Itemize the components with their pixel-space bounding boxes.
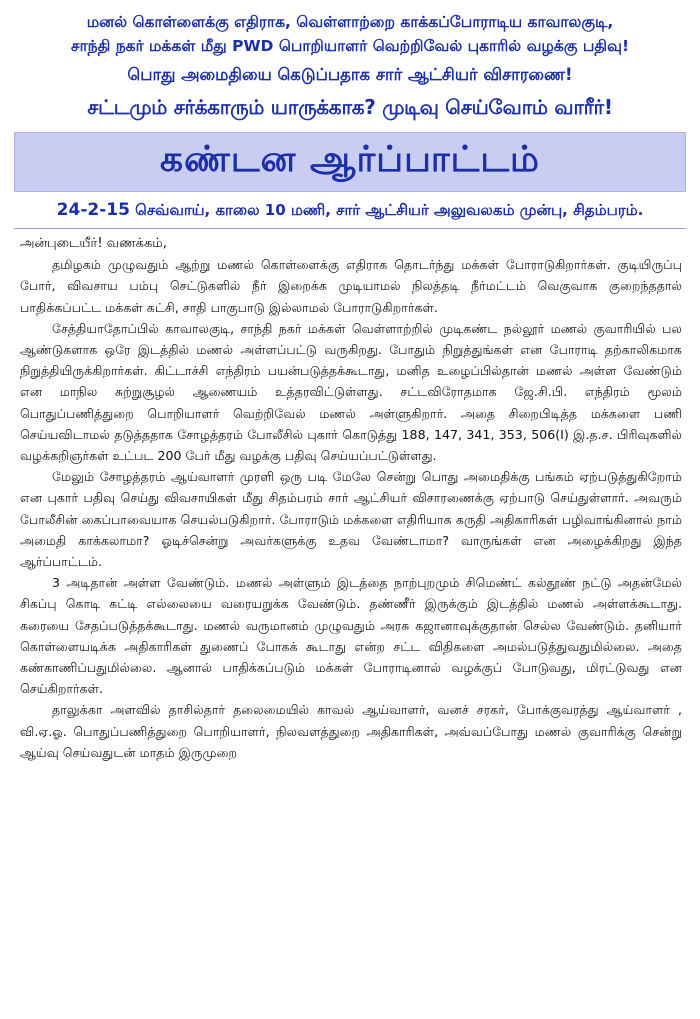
headline-line-1: மனல் கொள்ளைக்கு எதிராக, வெள்ளாற்றை காக்கப்போராடிய காவாலகுடி, — [86, 13, 614, 31]
banner-title: கண்டன ஆர்ப்பாட்டம் — [160, 139, 540, 180]
event-date: 24-2-15 — [56, 200, 130, 220]
event-details — [8, 198, 692, 222]
protest-banner — [14, 132, 686, 192]
headline-slogan: சட்டமும் சர்க்காரும் யாருக்காக? முடிவு செய்வோம் வாரீர்! — [87, 95, 613, 119]
headline-line-3: பொது அமைதியை கெடுப்பதாக சார் ஆட்சியர் விசாரணை! — [127, 65, 573, 84]
paragraph: சேத்தியாதோப்பில் காவாலகுடி, சாந்தி நகர் மக்கள் வெள்ளாற்றில் முடிகண்ட நல்லூர் மணல் குவாரியில் பல ஆண்டுகளாக ஒரே இடத்தில் மணல் அள்ளப்பட்டு வருகிறது. போதும் நிறுத்துங்கள் என போராடி தற்காலிகமாக நிறுத்தியிருக்கிறார்கள். கிட்டாச்சி எந்திரம் பயன்படுத்தக்கூடாது, மனித உழைப்பில்தான் மணல் அள்ள வேண்டும் என மாநில சுற்றுசூழல் ஆணையம் உத்தரவிட்டுள்ளது. சட்டவிரோதமாக ஜே.சி.பி. எந்திரம் மூலம் பொதுப்பணித்துறை பொறியாளர் வெற்றிவேல் மணல் அள்ளுகிறார். அதை சிறைபிடித்த மக்களை பணி செய்யவிடாமல் தடுத்ததாக சோழத்தரம் போலீசில் புகார் கொடுத்து 188, 147, 341, 353, 506(I) இ.த.ச. பிரிவுகளில் வழக்கறிஞர்கள் உட்பட 200 பேர் மீது வழக்கு பதிவு செய்யப்பட்டுள்ளது. — [20, 320, 682, 464]
paragraph: 3 அடிதான் அள்ள வேண்டும். மணல் அள்ளும் இடத்தை நாற்புறமும் சிமெண்ட் கல்தூண் நட்டு அதன்மேல் சிகப்பு கொடி கட்டி எல்லையை வரையறுக்க வேண்டும். தண்ணீர் இருக்கும் இடத்தில் மணல் அள்ளக்கூடாது. கரையை சேதப்படுத்தக்கூடாது. மணல் வருமானம் முழுவதும் அரசு கஜானாவுக்குதான் செல்ல வேண்டும். தனியார் கொள்ளையடிக்க அதிகாரிகள் துணைப் போகக் கூடாது என்ற சட்ட விதிகளை அமல்படுத்துவதுமில்லை. அதை கண்காணிப்பதுமில்லை. ஆனால் பாதிக்கப்படும் மக்கள் போராடினால் வழக்குப் போடுவது, மிரட்டுவது என செய்கிறார்கள். — [20, 575, 682, 697]
event-time-venue: செவ்வாய், காலை 10 மணி, சார் ஆட்சியர் அலுவலகம் முன்பு, — [135, 201, 568, 219]
paragraph: தாலுக்கா அளவில் தாசில்தார் தலைமையில் காவல் ஆய்வாளர், வனச் சரகர், போக்குவரத்து ஆய்வாளர் , வி.ஏ.ஓ. பொதுப்பணித்துறை பொறியாளர், நிலவளத்துறை அதிகாரிகள், அவ்வப்போது மணல் குவாரிக்கு சென்று ஆய்வு செய்வதுடன் மாதம் இருமுறை — [20, 702, 682, 760]
paragraph: தமிழகம் முழுவதும் ஆற்று மணல் கொள்ளைக்கு எதிராக தொடர்ந்து மக்கள் போராடுகிறார்கள். குடியிருப்பு போர், விவசாய பம்பு செட்டுகளில் நீர் இறைக்க முடியாமல் நிலத்தடி நீர்மட்டம் வெகுவாக குறைந்ததால் பாதிக்கப்பட்ட மக்கள் கட்சி, சாதி பாகுபாடு இல்லாமல் போராடுகிறார்கள். — [20, 257, 682, 315]
headline-line-2: சாந்தி நகர் மக்கள் மீது PWD பொறியாளர் வெற்றிவேல் புகாரில் வழக்கு பதிவு! — [70, 37, 630, 55]
flyer-page — [0, 10, 700, 1019]
salutation: அன்புடையீர்! வணக்கம், — [20, 236, 167, 251]
letter-body — [8, 229, 692, 763]
paragraph: மேலும் சோழத்தரம் ஆய்வாளர் முரளி ஒரு படி மேலே சென்று பொது அமைதிக்கு பங்கம் ஏற்படுத்துகிறோம் என புகார் பதிவு செய்து விவசாயிகள் மீது சிதம்பரம் சார் ஆட்சியர் விசாரணைக்கு ஏற்பாடு செய்துள்ளார். அவரும் போலீசின் கைப்பாவையாக செயல்படுகிறார். போராடும் மக்களை எதிரியாக கருதி அதிகாரிகள் பழிவாங்கினால் நாம் அமைதி காக்கலாமா? ஓடிச்சென்று அவர்களுக்கு உதவ வேண்டாமா? வாருங்கள் என அழைக்கிறது இந்த ஆர்ப்பாட்டம். — [20, 469, 682, 570]
event-place: சிதம்பரம். — [573, 201, 644, 219]
